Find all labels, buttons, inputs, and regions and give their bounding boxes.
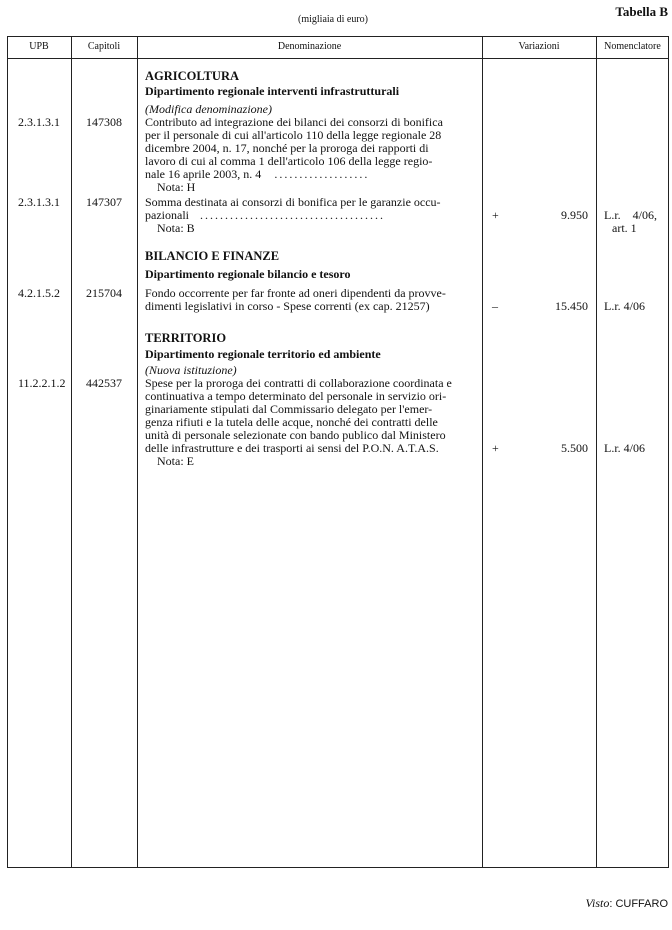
table-label: Tabella B [615,4,668,19]
row-upb: 2.3.1.3.1 [18,115,60,129]
visto-name: : CUFFARO [609,898,668,910]
col-divider-1 [71,36,72,868]
col-divider-3 [482,36,483,868]
section-dept: Dipartimento regionale bilancio e tesoro [145,267,351,281]
variation-sign: + [492,441,499,455]
nomenclatore-value: L.r. 4/06, [604,208,657,222]
row-note-label: (Modifica denominazione) [145,102,272,116]
row-text-line: continuativa a tempo determinato del personale in servizio ori- [145,389,447,403]
row-upb: 2.3.1.3.1 [18,195,60,209]
col-header-nomenclatore: Nomenclatore [604,41,661,52]
row-text-line: Spese per la proroga dei contratti di collaborazione coordinata e [145,376,452,390]
variation-sign: – [492,299,498,313]
row-text-line: dimenti legislativi in corso - Spese correnti (ex cap. 21257) [145,299,430,313]
leader-dots: ................... [274,167,370,181]
nomenclatore-value: art. 1 [612,221,637,235]
header-divider [7,58,669,59]
nomenclatore-value: L.r. 4/06 [604,299,645,313]
row-text-line: ginariamente stipulati dal Commissario delegato per l'emer- [145,402,433,416]
variation-sign: + [492,208,499,222]
section-title: TERRITORIO [145,331,227,345]
row-upb: 4.2.1.5.2 [18,286,60,300]
unit-caption: (migliaia di euro) [298,14,368,25]
row-text-line: dicembre 2004, n. 17, nonché per la proroga dei rapporti di [145,141,429,155]
row-upb: 11.2.2.1.2 [18,376,66,390]
section-dept: Dipartimento regionale territorio ed ambiente [145,347,381,361]
row-capitolo: 147307 [86,195,122,209]
visto-label: Visto [585,896,610,910]
row-text-line: Fondo occorrente per far fronte ad oneri dipendenti da provve- [145,286,446,300]
section-title: BILANCIO E FINANZE [145,249,280,263]
leader-dots: ..................................... [199,208,385,222]
row-text-line: per il personale di cui all'articolo 110 della legge regionale 28 [145,128,442,142]
col-divider-2 [137,36,138,868]
row-capitolo: 442537 [86,376,122,390]
row-text-line-end: nale 16 aprile 2003, n. 4 [145,167,262,181]
row-capitolo: 147308 [86,115,122,129]
row-text-line: lavoro di cui al comma 1 dell'articolo 106 della legge regio- [145,154,433,168]
section-title: AGRICOLTURA [145,69,240,83]
variation-value: 9.950 [561,208,588,222]
row-capitolo: 215704 [86,286,122,300]
col-header-denominazione: Denominazione [277,41,342,52]
col-header-upb: UPB [29,41,49,52]
variation-value: 5.500 [561,441,588,455]
row-text-line: Contributo ad integrazione dei bilanci dei consorzi di bonifica [145,115,443,129]
col-header-capitoli: Capitoli [87,41,121,52]
row-nota: Nota: E [157,454,194,468]
col-header-variazioni: Variazioni [518,41,560,52]
row-text-line: delle infrastrutture e dei trasporti ai sensi del P.O.N. A.T.A.S. [145,441,439,455]
section-dept: Dipartimento regionale interventi infrastrutturali [145,84,400,98]
visto-signature [586,896,668,911]
row-nota: Nota: B [157,221,195,235]
variation-value: 15.450 [555,299,588,313]
row-text-line: Somma destinata ai consorzi di bonifica per le garanzie occu- [145,195,441,209]
col-divider-4 [596,36,597,868]
row-note-label: (Nuova istituzione) [145,363,237,377]
row-text-line: unità di personale selezionate con bando publico dal Ministero [145,428,446,442]
nomenclatore-value: L.r. 4/06 [604,441,645,455]
row-text-line: genza rifiuti e la tutela delle acque, nonché dei contratti delle [145,415,438,429]
row-text-line-end: pazionali [145,208,189,222]
row-nota: Nota: H [157,180,196,194]
